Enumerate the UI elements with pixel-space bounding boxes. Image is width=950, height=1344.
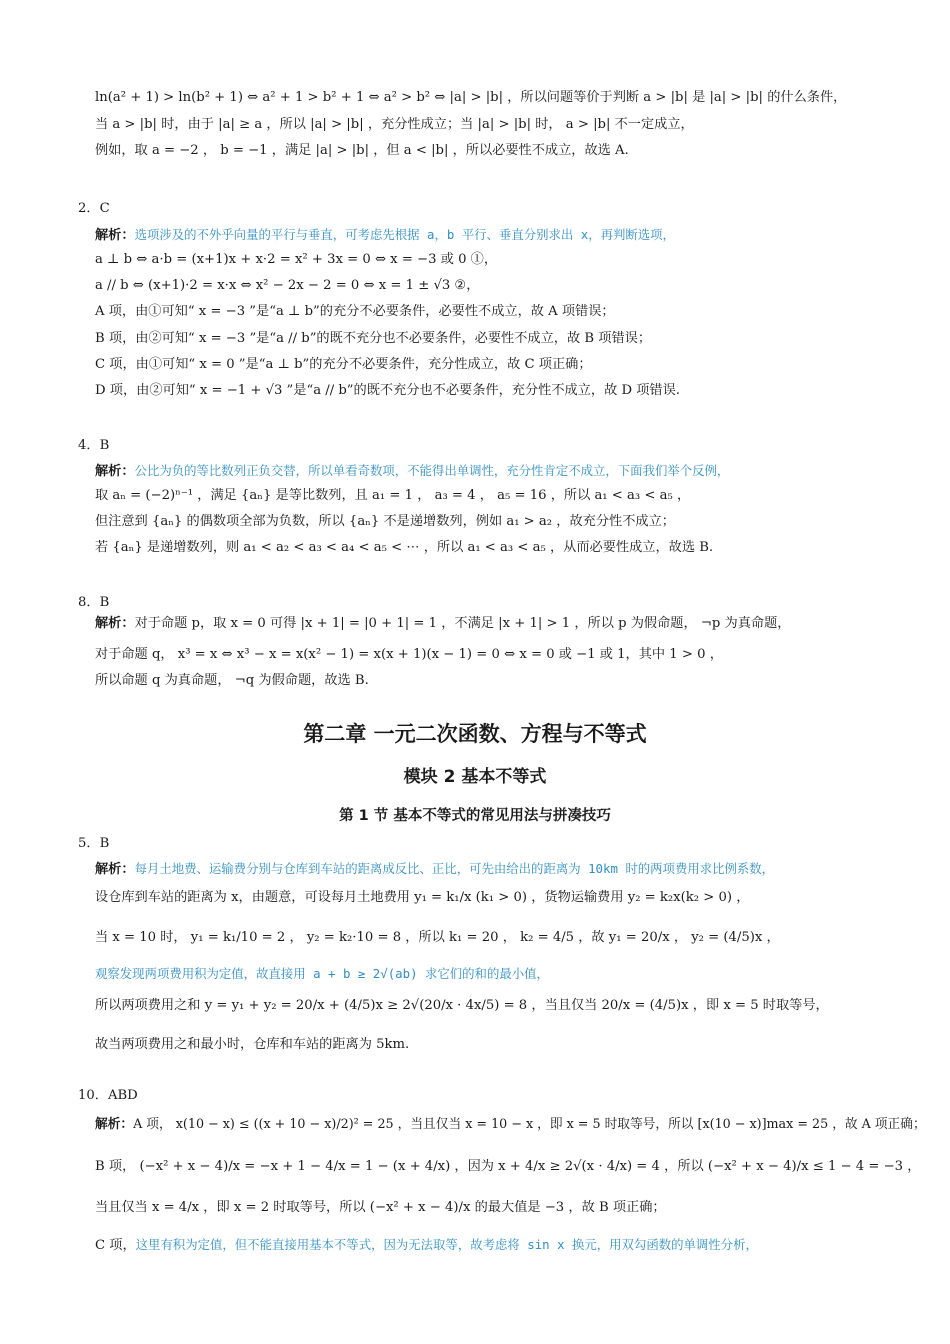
- q10-line-1-text: A 项， x(10 − x) ≤ ((x + 10 − x)/2)² = 25 ，当且仅当 x = 10 − x ，即 x = 5 时取等号，所以 [x(10 − x)]max = 25 ，故 A 项正确；: [133, 1117, 926, 1132]
- q5-note-line: [95, 859, 774, 880]
- q8-label: 解析：: [95, 616, 135, 631]
- q4-note: 公比为负的等比数列正负交替，所以单看奇数项，不能得出单调性，充分性肯定不成立，下面我们举个反例，: [134, 463, 730, 478]
- q10-line-c: [95, 1235, 758, 1256]
- intro-line-1: ln(a² + 1) > ln(b² + 1) ⇔ a² + 1 > b² + 1 ⇔ a² > b² ⇔ |a| > |b| ，所以问题等价于判断 a > |b| 是 |a| > |b| 的什么条件，: [95, 90, 847, 105]
- q2-note-line: [95, 225, 675, 246]
- q10-number: 10．ABD: [78, 1088, 138, 1103]
- q2-label: 解析：: [95, 228, 135, 243]
- q8-line-1-text: 对于命题 p，取 x = 0 可得 |x + 1| = |0 + 1| = 1 ，不满足 |x + 1| > 1 ，所以 p 为假命题， ¬p 为真命题，: [134, 616, 791, 631]
- q5-note-2: [95, 964, 549, 985]
- q4-label: 解析：: [95, 464, 135, 479]
- q10-line-1: [95, 1115, 926, 1135]
- q4-line-3: 若 {aₙ} 是递增数列，则 a₁ < a₂ < a₃ < a₄ < a₅ < ⋯ ，所以 a₁ < a₃ < a₅ ，从而必要性成立，故选 B.: [95, 540, 714, 555]
- q5-line-3: 所以两项费用之和 y = y₁ + y₂ = 20/x + (4/5)x ≥ 2√(20/x · 4x/5) = 8 ，当且仅当 20/x = (4/5)x ，即 x = 5 时取等号，: [95, 998, 829, 1013]
- q8-line-2: 对于命题 q， x³ = x ⇔ x³ − x = x(x² − 1) = x(x + 1)(x − 1) = 0 ⇔ x = 0 或 −1 或 1，其中 1 > 0 ，: [95, 647, 723, 662]
- q8-number: 8．B: [78, 595, 110, 610]
- q5-line-1: 设仓库到车站的距离为 x，由题意，可设每月土地费用 y₁ = k₁/x (k₁ > 0) ，货物运输费用 y₂ = k₂x(k₂ > 0) ，: [95, 890, 750, 905]
- q5-number: 5．B: [78, 836, 110, 851]
- q2-line-1: a ⊥ b ⇔ a·b = (x+1)x + x·2 = x² + 3x = 0 ⇔ x = −3 或 0 ①，: [95, 252, 498, 267]
- intro-line-3: 例如，取 a = −2 ， b = −1 ，满足 |a| > |b| ，但 a < |b| ，所以必要性不成立，故选 A.: [95, 143, 629, 158]
- q5-line-4: 故当两项费用之和最小时，仓库和车站的距离为 5km.: [95, 1037, 410, 1052]
- q10-line-2: B 项， (−x² + x − 4)/x = −x + 1 − 4/x = 1 − (x + 4/x) ，因为 x + 4/x ≥ 2√(x · 4/x) = 4 ，所以 (−x² + x − 4)/x ≤ 1 − 4 = −3 ，: [95, 1159, 921, 1174]
- q4-line-2: 但注意到 {aₙ} 的偶数项全部为负数，所以 {aₙ} 不是递增数列，例如 a₁ > a₂ ，故充分性不成立；: [95, 514, 675, 529]
- q2-note: 选项涉及的不外乎向量的平行与垂直，可考虑先根据 a，b 平行、垂直分别求出 x，再判断选项，: [134, 227, 675, 242]
- q2-line-6: D 项，由②可知“ x = −1 + √3 ”是“a // b”的既不充分也不必要条件，充分性不成立，故 D 项错误.: [95, 383, 680, 398]
- q10-line-3: 当且仅当 x = 4/x ，即 x = 2 时取等号，所以 (−x² + x − 4)/x 的最大值是 −3 ，故 B 项正确；: [95, 1200, 666, 1215]
- q2-line-4: B 项，由②可知“ x = −3 ”是“a // b”的既不充分也不必要条件，必要性不成立，故 B 项错误；: [95, 331, 652, 346]
- q5-line-2: 当 x = 10 时， y₁ = k₁/10 = 2 ， y₂ = k₂·10 = 8 ，所以 k₁ = 20 ， k₂ = 4/5 ，故 y₁ = 20/x ， y₂ = (4/5)x ，: [95, 930, 780, 945]
- q10-label: 解析：: [95, 1117, 134, 1132]
- q5-note-2-text: 观察发现两项费用积为定值，故直接用 a + b ≥ 2√(ab) 求它们的和的最小值，: [95, 966, 549, 981]
- q5-note: 每月土地费、运输费分别与仓库到车站的距离成反比、正比，可先由给出的距离为 10km 时的两项费用求比例系数，: [134, 861, 775, 876]
- q2-number: 2．C: [78, 201, 110, 216]
- q8-line-3: 所以命题 q 为真命题， ¬q 为假命题，故选 B.: [95, 673, 369, 688]
- q2-line-5: C 项，由①可知“ x = 0 ”是“a ⊥ b”的充分不必要条件，充分性成立，故 C 项正确；: [95, 357, 592, 372]
- q10-note: 这里有积为定值，但不能直接用基本不等式，因为无法取等，故考虑将 sin x 换元，用双勾函数的单调性分析，: [135, 1237, 758, 1252]
- q5-label: 解析：: [95, 862, 135, 877]
- q4-line-1: 取 aₙ = (−2)ⁿ⁻¹ ，满足 {aₙ} 是等比数列，且 a₁ = 1 ， a₃ = 4 ， a₅ = 16 ，所以 a₁ < a₃ < a₅ ，: [95, 488, 691, 503]
- q8-line-1: [95, 614, 790, 634]
- q2-line-2: a // b ⇔ (x+1)·2 = x·x ⇔ x² − 2x − 2 = 0 ⇔ x = 1 ± √3 ②，: [95, 278, 480, 293]
- module-title: 模块 2 基本不等式: [403, 767, 547, 787]
- q10-c-prefix: C 项，: [95, 1238, 136, 1253]
- intro-line-2: 当 a > |b| 时，由于 |a| ≥ a ，所以 |a| > |b| ，充分性成立；当 |a| > |b| 时， a > |b| 不一定成立，: [95, 117, 694, 132]
- q2-line-3: A 项，由①可知“ x = −3 ”是“a ⊥ b”的充分不必要条件，必要性不成立，故 A 项错误；: [95, 304, 615, 319]
- q4-note-line: [95, 461, 729, 482]
- section-title: 第 1 节 基本不等式的常见用法与拼凑技巧: [339, 808, 611, 824]
- chapter-title: 第二章 一元二次函数、方程与不等式: [303, 722, 647, 746]
- q4-number: 4．B: [78, 438, 110, 453]
